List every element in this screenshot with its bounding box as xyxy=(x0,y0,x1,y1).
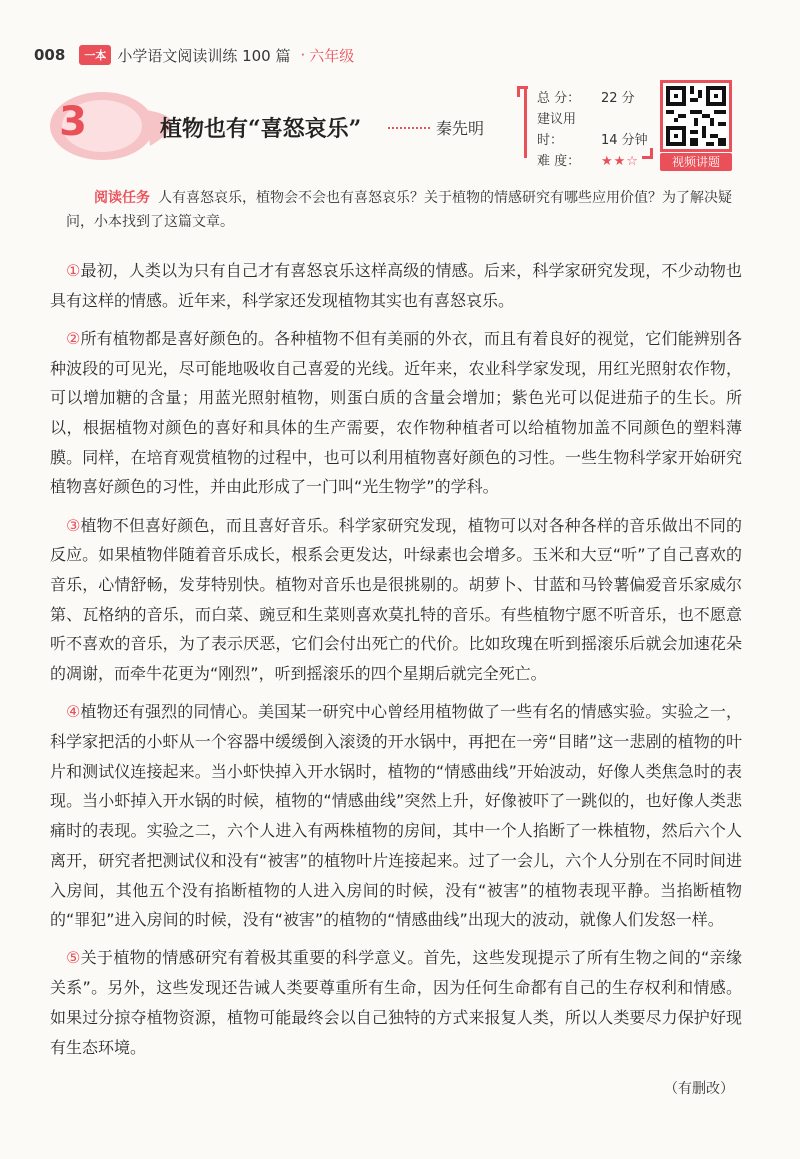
article-body xyxy=(50,256,742,1071)
paragraph-text: 关于植物的情感研究有着极其重要的科学意义。首先，这些发现提示了所有生物之间的“亲缘关系”。另外，这些发现还告诫人类要尊重所有生命，因为任何生命都有自己的生存权利和情感。如果过分掠夺植物资源，植物可能最终会以自己独特的方式来报复人类，所以人类要尽力保护好现有生态环境。 xyxy=(50,948,742,1057)
paragraph-text: 最初，人类以为只有自己才有喜怒哀乐这样高级的情感。后来，科学家研究发现，不少动物也具有这样的情感。近年来，科学家还发现植物其实也有喜怒哀乐。 xyxy=(50,261,742,310)
paragraph-number: ① xyxy=(66,261,81,280)
paragraph-number: ⑤ xyxy=(66,948,81,968)
reading-task-label: 阅读任务 xyxy=(94,190,150,206)
grade-label: 六年级 xyxy=(309,46,355,65)
paragraph-5 xyxy=(50,943,742,1062)
header-separator: · xyxy=(300,46,306,64)
page-number: 008 xyxy=(34,46,66,64)
author-name: 秦先明 xyxy=(436,119,485,138)
paragraph-text: 所有植物都是喜好颜色的。各种植物不但有美丽的外衣，而且有着良好的视觉，它们能辨别各种波段的可见光，尽可能地吸收自己喜爱的光线。近年来，农业科学家发现，用红光照射农作物，可以增加糖的含量；用蓝光照射植物，则蛋白质的含量会增加；紫色光可以促进茄子的生长。所以，根据植物对颜色的喜好和具体的生产需要，农作物种植者可以给植物加盖不同颜色的塑料薄膜。同样，在培育观赏植物的过程中，也可以利用植物喜好颜色的习性。一些生物科学家开始研究植物喜好颜色的习性，并由此形成了一门叫“光生物学”的学科。 xyxy=(50,328,742,497)
paragraph-1 xyxy=(50,256,742,315)
title-dotted-divider xyxy=(388,127,430,129)
info-time-value: 14 分钟 xyxy=(601,133,648,148)
paragraph-number: ③ xyxy=(66,515,81,535)
info-difficulty-row xyxy=(537,151,657,172)
info-total-label: 总 分： xyxy=(537,91,581,106)
paragraph-text: 植物还有强烈的同情心。美国某一研究中心曾经用植物做了一些有名的情感实验。实验之一，科学家把活的小虾从一个容器中缓缓倒入滚烫的开水锅中，再把在一旁“目睹”这一悲剧的植物的叶片和测试仪连接起来。当小虾快掉入开水锅时，植物的“情感曲线”开始波动，好像人类焦急时的表现。当小虾掉入开水锅的时候，植物的“情感曲线”突然上升，好像被吓了一跳似的，也好像人类悲痛时的表现。实验之二，六个人进入有两株植物的房间，其中一个人掐断了一株植物，然后六个人离开，研究者把测试仪和没有“被害”的植物叶片连接起来。过了一会儿，六个人分别在不同时间进入房间，其他五个没有掐断植物的人进入房间的时候，没有“被害”的植物表现平静。当掐断植物的“罪犯”进入房间的时候，没有“被害”的植物的“情感曲线”出现大的波动，就像人们发怒一样。 xyxy=(50,702,742,930)
lesson-title: 植物也有“喜怒哀乐” xyxy=(160,116,362,142)
book-title: 小学语文阅读训练 100 篇 xyxy=(117,46,291,65)
info-total-row xyxy=(537,88,657,109)
info-box xyxy=(524,88,657,169)
paragraph-number: ② xyxy=(66,328,81,348)
info-total-value: 22 分 xyxy=(601,91,635,106)
paragraph-2 xyxy=(50,324,742,502)
reading-task xyxy=(66,186,738,234)
info-time-row xyxy=(537,109,657,151)
paragraph-3 xyxy=(50,511,742,689)
difficulty-stars: ★★☆ xyxy=(601,154,639,169)
lesson-number: 3 xyxy=(59,99,87,145)
page-header xyxy=(34,40,354,70)
info-difficulty-label: 难 度： xyxy=(537,154,581,169)
paragraph-number: ④ xyxy=(66,702,81,722)
brand-badge: 一本 xyxy=(79,45,111,65)
source-note: （有删改） xyxy=(664,1081,734,1097)
paragraph-4 xyxy=(50,697,742,935)
info-corner-bottom-right xyxy=(642,148,653,159)
qr-video-label[interactable]: 视频讲题 xyxy=(660,153,732,171)
paragraph-text: 植物不但喜好颜色，而且喜好音乐。科学家研究发现，植物可以对各种各样的音乐做出不同的反应。如果植物伴随着音乐成长，根系会更发达，叶绿素也会增多。玉米和大豆“听”了自己喜欢的音乐，心情舒畅，发芽特别快。植物对音乐也是很挑剔的。胡萝卜、甘蓝和马铃薯偏爱音乐家威尔第、瓦格纳的音乐，而白菜、豌豆和生菜则喜欢莫扎特的音乐。有些植物宁愿不听音乐，也不愿意听不喜欢的音乐，为了表示厌恶，它们会付出死亡的代价。比如玫瑰在听到摇滚乐后就会加速花朵的凋谢，而牵牛花更为“刚烈”，听到摇滚乐的四个星期后就完全死亡。 xyxy=(50,515,742,684)
qr-code[interactable] xyxy=(660,80,732,152)
info-time-label: 建议用时： xyxy=(537,112,577,148)
qr-code-icon xyxy=(666,86,726,146)
reading-task-text: 人有喜怒哀乐，植物会不会也有喜怒哀乐？关于植物的情感研究有哪些应用价值？为了解决疑问，小本找到了这篇文章。 xyxy=(66,190,732,230)
